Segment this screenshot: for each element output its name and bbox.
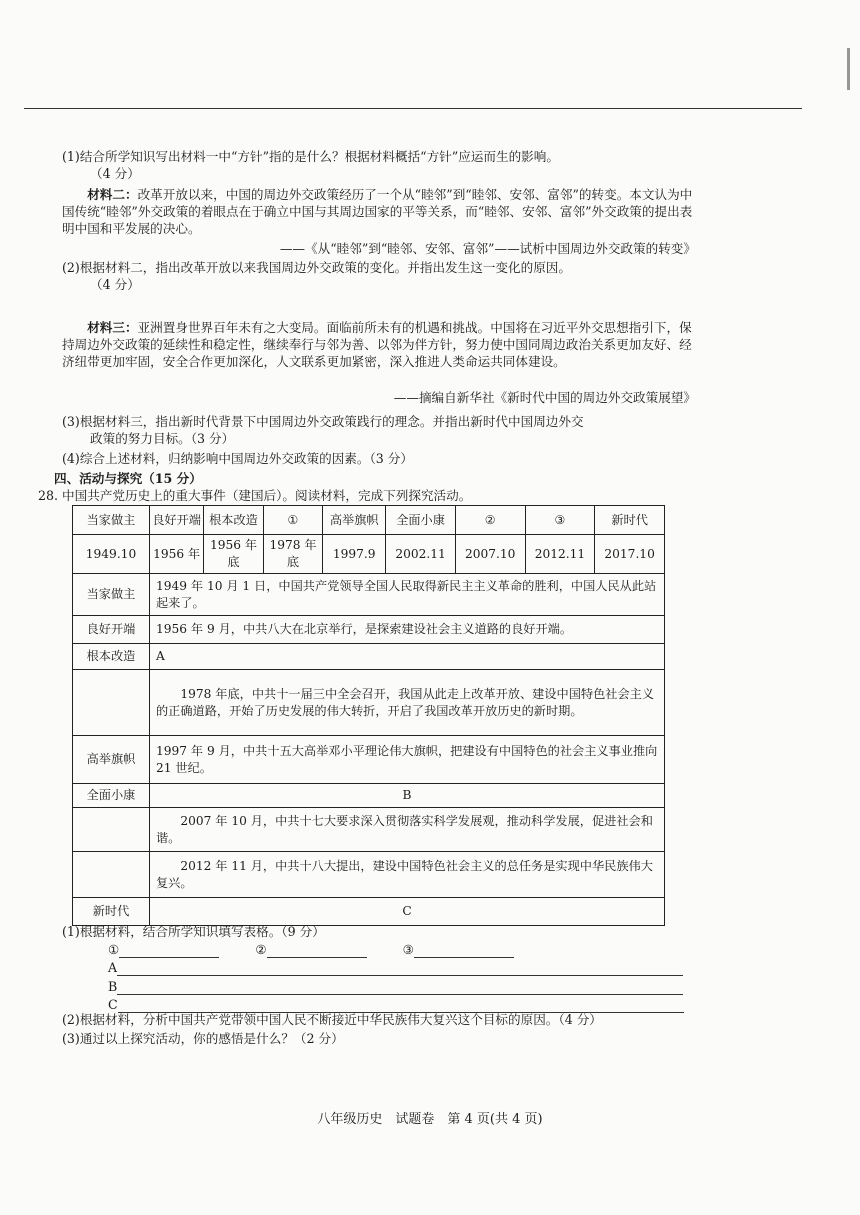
row-content: 1997 年 9 月，中共十五大高举邓小平理论伟大旗帜，把建设有中国特色的社会主义事业推向 21 世纪。 [150, 736, 665, 784]
table-row [73, 808, 665, 852]
answer-line-a [108, 959, 688, 976]
table-row [73, 574, 665, 616]
header-cell: 全面小康 [386, 506, 456, 535]
header-cell: ② [455, 506, 525, 535]
row-content: 1949 年 10 月 1 日，中国共产党领导全国人民取得新民主主义革命的胜利，中国人民从此站起来了。 [150, 574, 665, 616]
sub-question-3: (3)通过以上探究活动，你的感悟是什么？（2 分） [62, 1031, 344, 1046]
date-cell: 2002.11 [386, 535, 456, 574]
answer-a-label: A [108, 960, 118, 975]
question-28: 28. 中国共产党历史上的重大事件（建国后）。阅读材料，完成下列探究活动。 [38, 488, 472, 503]
material-2-text: 改革开放以来，中国的周边外交政策经历了一个从“睦邻”到“睦邻、安邻、富邻”的转变。本文认为中国传统“睦邻”外交政策的着眼点在于确立中国与其周边国家的平等关系，而“睦邻、安邻、富邻”外交政策的提出表明中国和平发展的决心。 [62, 187, 693, 236]
material-2-source: ——《从“睦邻”到“睦邻、安邻、富邻”——试析中国周边外交政策的转变》 [279, 241, 696, 256]
question-1-score: （4 分） [90, 166, 140, 181]
row-content: 2007 年 10 月，中共十七大要求深入贯彻落实科学发展观，推动科学发展，促进社会和谐。 [150, 808, 665, 852]
header-cell: ③ [525, 506, 595, 535]
sub-question-1: (1)根据材料，结合所学知识填写表格。（9 分） [62, 924, 325, 939]
date-cell: 2007.10 [455, 535, 525, 574]
row-label: 良好开端 [73, 616, 150, 644]
blank-1-label: ① [108, 942, 120, 957]
table-row [73, 898, 665, 926]
answer-b-line [117, 981, 683, 995]
material-3-text: 亚洲置身世界百年未有之大变局。面临前所未有的机遇和挑战。中国将在习近平外交思想指引下，保持周边外交政策的延续性和稳定性，继续奉行与邻为善、以邻为伴方针，努力使中国同周边政治关系更加友好、经济纽带更加牢固，安全合作更加深化，人文联系更加紧密，深入推进人类命运共同体建设。 [62, 320, 692, 369]
date-cell: 2012.11 [525, 535, 595, 574]
row-content: C [150, 898, 665, 926]
row-label: 新时代 [73, 898, 150, 926]
header-cell: 根本改造 [204, 506, 264, 535]
row-label: 全面小康 [73, 784, 150, 808]
blank-row [108, 941, 668, 958]
row-content: 2012 年 11 月，中共十八大提出，建设中国特色社会主义的总任务是实现中华民族伟大复兴。 [150, 852, 665, 898]
row-label [73, 852, 150, 898]
material-2 [62, 186, 698, 237]
row-content: A [150, 644, 665, 670]
table-date-row [73, 535, 665, 574]
question-3-line2: 政策的努力目标。（3 分） [90, 431, 235, 446]
table-row [73, 670, 665, 736]
material-2-label: 材料二： [87, 187, 138, 202]
question-2-score: （4 分） [90, 277, 140, 292]
date-cell: 1949.10 [73, 535, 150, 574]
sub-question-2: (2)根据材料，分析中国共产党带领中国人民不断接近中华民族伟大复兴这个目标的原因。（4 分） [62, 1012, 602, 1027]
blank-2-line [267, 944, 367, 958]
header-cell: 高举旗帜 [323, 506, 386, 535]
table-row [73, 736, 665, 784]
answer-c-label: C [108, 997, 118, 1012]
blank-3-line [414, 944, 514, 958]
question-2-text: (2)根据材料二，指出改革开放以来我国周边外交政策的变化。并指出发生这一变化的原因。 [62, 260, 571, 275]
row-label: 当家做主 [73, 574, 150, 616]
table-row [73, 784, 665, 808]
header-cell: ① [263, 506, 323, 535]
row-content: 1956 年 9 月，中共八大在北京举行，是探索建设社会主义道路的良好开端。 [150, 616, 665, 644]
answer-line-b [108, 978, 688, 995]
blank-3-label: ③ [402, 942, 414, 957]
answer-b-label: B [108, 979, 118, 994]
row-label [73, 670, 150, 736]
question-3 [62, 413, 702, 447]
question-1 [62, 148, 702, 182]
date-cell: 1997.9 [323, 535, 386, 574]
blank-2-label: ② [255, 942, 267, 957]
table-row [73, 616, 665, 644]
table-header-row [73, 506, 665, 535]
header-cell: 良好开端 [150, 506, 204, 535]
question-3-line1: (3)根据材料三，指出新时代背景下中国周边外交政策践行的理念。并指出新时代中国周边外交 [62, 414, 584, 429]
row-content: 1978 年底，中共十一届三中全会召开，我国从此走上改革开放、建设中国特色社会主义的正确道路，开始了历史发展的伟大转折，开启了我国改革开放历史的新时期。 [150, 670, 665, 736]
top-rule [24, 108, 802, 109]
header-cell: 新时代 [595, 506, 665, 535]
question-2 [62, 259, 702, 293]
date-cell: 2017.10 [595, 535, 665, 574]
material-3 [62, 319, 698, 370]
material-3-source: ——摘编自新华社《新时代中国的周边外交政策展望》 [393, 390, 696, 405]
table-row [73, 644, 665, 670]
row-label: 高举旗帜 [73, 736, 150, 784]
row-content: B [150, 784, 665, 808]
section-4-heading: 四、活动与探究（15 分） [54, 471, 202, 486]
question-1-text: (1)结合所学知识写出材料一中“方针”指的是什么？根据材料概括“方针”应运而生的影响。 [62, 149, 559, 164]
header-cell: 当家做主 [73, 506, 150, 535]
answer-a-line [117, 962, 683, 976]
date-cell: 1956 年 [150, 535, 204, 574]
scan-mark [847, 48, 850, 90]
material-3-label: 材料三： [87, 320, 138, 335]
question-4: (4)综合上述材料，归纳影响中国周边外交政策的因素。（3 分） [62, 451, 413, 466]
date-cell: 1956 年底 [204, 535, 264, 574]
blank-1-line [119, 944, 219, 958]
date-cell: 1978 年底 [263, 535, 323, 574]
page-footer: 八年级历史 试题卷 第 4 页(共 4 页) [317, 1112, 543, 1127]
events-table [72, 505, 665, 926]
row-label [73, 808, 150, 852]
row-label: 根本改造 [73, 644, 150, 670]
table-row [73, 852, 665, 898]
